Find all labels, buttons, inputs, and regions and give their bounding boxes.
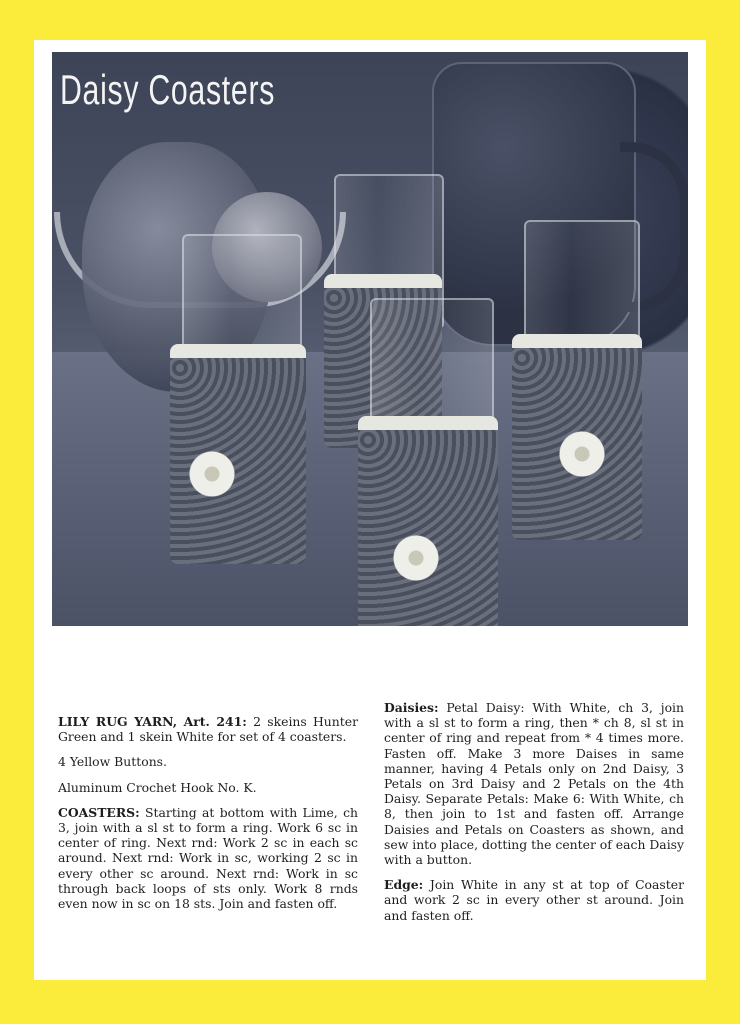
right-column: [384, 700, 684, 933]
edge-label: Edge:: [384, 877, 424, 893]
materials-paragraph: [58, 714, 358, 744]
daisy-front: [386, 528, 446, 588]
daisies-text: Petal Daisy: With White, ch 3, join with a sl st to form a ring, then * ch 8, sl st in center of ring and repeat from * 4 times more. Fasten off. Make 3 more Daises in same manner, having 4 Petals only on 2nd Daisy, 3 Petals on 3rd Daisy and 2 Petals on the 4th Daisy. Separate Petals: Make 6: With White, ch 8, then join to 1st and fasten off. Arrange Daisies and Petals on Coasters as shown, and sew into place, dotting the center of each Daisy with a button.: [384, 700, 685, 868]
coasters-label: COASTERS:: [58, 804, 140, 820]
coasters-text: Starting at bottom with Lime, ch 3, join with a sl st to form a ring. Work 6 sc in center of ring. Next rnd: Work 2 sc in each sc around. Next rnd: Work in sc, working 2 sc in every other sc around. Next rnd: Work in sc through back loops of sts only. Work 8 rnds even now in sc on 18 sts. Join and fasten off.: [58, 804, 358, 912]
product-photo: [52, 52, 688, 626]
hook-paragraph: Aluminum Crochet Hook No. K.: [58, 779, 257, 795]
coaster-front: [358, 416, 498, 626]
buttons-paragraph: 4 Yellow Buttons.: [58, 754, 167, 770]
daisy-right: [552, 424, 612, 484]
pattern-page: [34, 40, 706, 980]
coasters-paragraph: [58, 805, 358, 911]
daisy-left: [182, 444, 242, 504]
daisies-paragraph: [384, 700, 684, 867]
page-title: Daisy Coasters: [60, 66, 276, 113]
materials-label: LILY RUG YARN, Art. 241:: [58, 714, 247, 729]
edge-text: Join White in any st at top of Coaster and work 2 sc in every other st around. Join and fasten off.: [384, 877, 684, 923]
edge-paragraph: [384, 877, 684, 923]
materials-text: 2 skeins Hunter Green and 1 skein White for set of 4 coasters.: [58, 714, 359, 745]
left-column: [58, 714, 358, 921]
daisies-label: Daisies:: [384, 700, 439, 715]
